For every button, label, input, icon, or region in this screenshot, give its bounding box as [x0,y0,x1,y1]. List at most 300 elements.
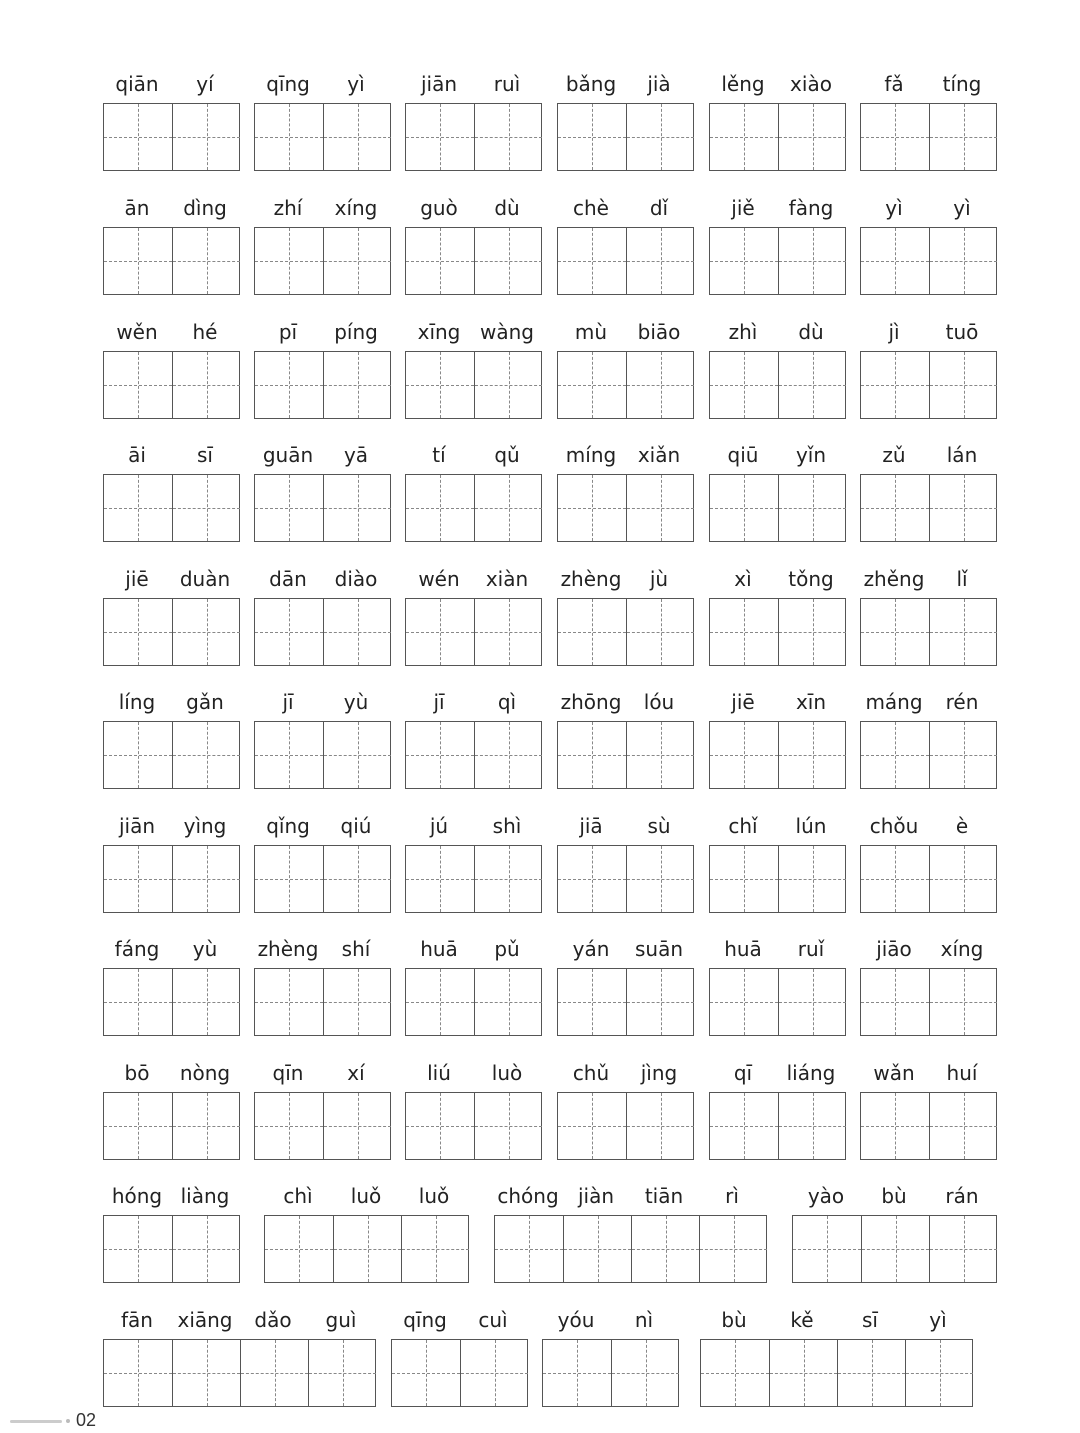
writing-cell[interactable] [406,475,474,541]
guide-line-horizontal [324,632,391,633]
writing-cell[interactable] [104,1093,172,1159]
writing-cell[interactable] [929,599,997,665]
writing-cell[interactable] [474,599,542,665]
word-item [542,1308,679,1408]
writing-cell[interactable] [929,104,997,170]
writing-cell[interactable] [406,228,474,294]
guide-line-horizontal [627,261,694,262]
writing-cell[interactable] [929,846,997,912]
writing-cell[interactable] [929,1216,997,1282]
writing-cell[interactable] [626,228,694,294]
guide-line-horizontal [861,879,929,880]
guide-line-horizontal [324,879,391,880]
word-item [860,72,997,172]
guide-line-horizontal [930,508,997,509]
writing-cell[interactable] [543,1340,611,1406]
writing-cell[interactable] [172,1093,240,1159]
writing-grid [391,1339,528,1407]
pinyin-label: sī [197,443,213,467]
writing-cell[interactable] [710,475,778,541]
word-item [709,814,846,914]
pinyin-label: kě [790,1308,814,1332]
guide-line-horizontal [627,385,694,386]
word-item [405,690,542,790]
writing-cell[interactable] [626,722,694,788]
guide-line-horizontal [104,137,172,138]
pinyin-label: guì [325,1308,357,1332]
guide-line-horizontal [564,1249,631,1250]
writing-cell[interactable] [104,228,172,294]
writing-cell[interactable] [626,104,694,170]
writing-cell[interactable] [323,969,391,1035]
pinyin-label: chǔ [572,1061,610,1085]
word-item [405,196,542,296]
writing-cell[interactable] [474,722,542,788]
guide-line-horizontal [324,137,391,138]
writing-cell[interactable] [474,1093,542,1159]
writing-grid [405,721,542,789]
writing-cell[interactable] [333,1216,401,1282]
pinyin-label: wěn [116,320,158,344]
writing-cell[interactable] [778,846,846,912]
writing-cell[interactable] [861,846,929,912]
writing-cell[interactable] [929,475,997,541]
pinyin-label: xíng [334,196,378,220]
writing-cell[interactable] [255,722,323,788]
writing-cell[interactable] [778,722,846,788]
word-item [103,937,240,1037]
guide-line-horizontal [402,1249,469,1250]
pinyin-label: jiā [579,814,603,838]
writing-cell[interactable] [474,846,542,912]
guide-line-horizontal [779,261,846,262]
guide-line-horizontal [475,879,542,880]
writing-cell[interactable] [474,104,542,170]
guide-line-horizontal [392,1373,460,1374]
pinyin-label: yán [572,937,610,961]
writing-cell[interactable] [861,969,929,1035]
writing-grid [103,968,240,1036]
guide-line-horizontal [627,1126,694,1127]
writing-cell[interactable] [323,228,391,294]
guide-line-horizontal [558,755,626,756]
writing-cell[interactable] [861,599,929,665]
writing-cell[interactable] [861,475,929,541]
writing-grid [103,598,240,666]
writing-grid [557,474,694,542]
writing-cell[interactable] [323,475,391,541]
word-item [405,814,542,914]
writing-cell[interactable] [323,599,391,665]
writing-cell[interactable] [172,475,240,541]
writing-cell[interactable] [104,1340,172,1406]
writing-cell[interactable] [172,352,240,418]
writing-grid [557,598,694,666]
pinyin-label: jiàn [577,1184,615,1208]
guide-line-horizontal [930,1249,997,1250]
page-number: 02 [76,1410,97,1430]
writing-cell[interactable] [406,104,474,170]
writing-cell[interactable] [710,599,778,665]
writing-cell[interactable] [323,1093,391,1159]
pinyin-label: yóu [557,1308,595,1332]
writing-cell[interactable] [631,1216,699,1282]
word-item [709,937,846,1037]
writing-cell[interactable] [255,352,323,418]
guide-line-horizontal [406,508,474,509]
writing-cell[interactable] [710,722,778,788]
writing-cell[interactable] [255,969,323,1035]
writing-cell[interactable] [172,104,240,170]
writing-cell[interactable] [563,1216,631,1282]
writing-cell[interactable] [929,1093,997,1159]
pinyin-label: xí [347,1061,365,1085]
guide-line-horizontal [173,1126,240,1127]
word-item [405,1061,542,1161]
guide-line-horizontal [241,1373,308,1374]
writing-grid [405,598,542,666]
writing-cell[interactable] [558,475,626,541]
writing-cell[interactable] [558,352,626,418]
guide-line-horizontal [406,1126,474,1127]
writing-grid [254,474,391,542]
word-item [103,320,240,420]
guide-line-horizontal [558,1002,626,1003]
word-item [860,196,997,296]
pinyin-label: shí [341,937,371,961]
writing-grid [860,598,997,666]
word-item [557,72,694,172]
guide-line-horizontal [406,632,474,633]
pinyin-label: āi [128,443,146,467]
pinyin-label: qiú [340,814,372,838]
writing-cell[interactable] [778,352,846,418]
writing-cell[interactable] [255,1093,323,1159]
writing-cell[interactable] [323,722,391,788]
pinyin-label: qī [733,1061,753,1085]
word-item [557,937,694,1037]
writing-cell[interactable] [323,352,391,418]
guide-line-horizontal [710,879,778,880]
writing-cell[interactable] [626,599,694,665]
writing-cell[interactable] [778,1093,846,1159]
writing-cell[interactable] [626,846,694,912]
writing-cell[interactable] [861,1093,929,1159]
guide-line-horizontal [173,1002,240,1003]
word-item [860,567,997,667]
writing-cell[interactable] [710,969,778,1035]
pinyin-label: zǔ [882,443,906,467]
guide-line-horizontal [255,261,323,262]
guide-line-horizontal [475,755,542,756]
guide-line-horizontal [173,632,240,633]
writing-cell[interactable] [104,722,172,788]
word-item [405,443,542,543]
guide-line-horizontal [779,879,846,880]
writing-cell[interactable] [255,104,323,170]
guide-line-horizontal [475,385,542,386]
writing-cell[interactable] [778,104,846,170]
writing-cell[interactable] [406,352,474,418]
writing-cell[interactable] [710,1093,778,1159]
writing-cell[interactable] [929,352,997,418]
writing-cell[interactable] [255,228,323,294]
word-item [254,196,391,296]
writing-cell[interactable] [710,352,778,418]
pinyin-label: zhèng [560,567,622,591]
pinyin-label: píng [334,320,378,344]
writing-cell[interactable] [611,1340,679,1406]
guide-line-horizontal [255,755,323,756]
writing-cell[interactable] [558,1093,626,1159]
pinyin-label: lěng [721,72,765,96]
writing-cell[interactable] [793,1216,861,1282]
writing-cell[interactable] [558,846,626,912]
pinyin-label: bǎng [565,72,617,96]
writing-cell[interactable] [778,969,846,1035]
guide-line-horizontal [930,261,997,262]
writing-cell[interactable] [626,969,694,1035]
pinyin-label: tuō [945,320,979,344]
writing-cell[interactable] [401,1216,469,1282]
pinyin-label: tíng [942,72,982,96]
writing-cell[interactable] [861,722,929,788]
writing-grid [860,1092,997,1160]
writing-cell[interactable] [626,352,694,418]
guide-line-horizontal [173,1249,240,1250]
writing-cell[interactable] [172,969,240,1035]
writing-cell[interactable] [778,228,846,294]
writing-cell[interactable] [558,722,626,788]
writing-cell[interactable] [929,722,997,788]
word-item [103,72,240,172]
pinyin-label: sù [647,814,671,838]
pinyin-label: rén [945,690,979,714]
writing-cell[interactable] [406,1093,474,1159]
writing-grid [709,103,846,171]
guide-line-horizontal [173,508,240,509]
writing-cell[interactable] [104,352,172,418]
word-item [557,196,694,296]
writing-cell[interactable] [905,1340,973,1406]
pinyin-label: huā [420,937,458,961]
writing-cell[interactable] [104,599,172,665]
writing-cell[interactable] [172,1216,240,1282]
writing-cell[interactable] [255,475,323,541]
word-item [254,320,391,420]
writing-cell[interactable] [929,969,997,1035]
guide-line-horizontal [710,1002,778,1003]
writing-cell[interactable] [104,104,172,170]
word-item [103,443,240,543]
guide-line-horizontal [558,1126,626,1127]
writing-grid [254,227,391,295]
guide-line-horizontal [104,261,172,262]
guide-line-horizontal [793,1249,861,1250]
word-item [103,690,240,790]
pinyin-label: fǎ [884,72,904,96]
writing-grid [709,1092,846,1160]
pinyin-label: xīn [795,690,827,714]
pinyin-label: jù [649,567,669,591]
writing-cell[interactable] [406,969,474,1035]
pinyin-label: qiū [727,443,759,467]
pinyin-label: yìng [183,814,227,838]
word-item [405,567,542,667]
writing-cell[interactable] [323,846,391,912]
pinyin-label: dù [798,320,824,344]
writing-cell[interactable] [558,969,626,1035]
writing-cell[interactable] [495,1216,563,1282]
pinyin-label: yì [929,1308,947,1332]
writing-cell[interactable] [172,599,240,665]
guide-line-horizontal [495,1249,563,1250]
writing-grid [557,1092,694,1160]
writing-cell[interactable] [778,475,846,541]
writing-grid [700,1339,973,1407]
writing-grid [254,721,391,789]
pinyin-label: gǎn [186,690,224,714]
writing-grid [860,968,997,1036]
guide-line-horizontal [861,1002,929,1003]
writing-cell[interactable] [861,104,929,170]
writing-cell[interactable] [172,1340,240,1406]
word-item [494,1184,767,1284]
guide-line-horizontal [406,385,474,386]
writing-grid [557,721,694,789]
writing-cell[interactable] [255,599,323,665]
pinyin-label: ruǐ [797,937,825,961]
pinyin-label: yā [343,443,369,467]
guide-line-horizontal [173,879,240,880]
writing-cell[interactable] [769,1340,837,1406]
writing-grid [557,103,694,171]
writing-cell[interactable] [626,1093,694,1159]
pinyin-label: yì [885,196,903,220]
word-item [254,814,391,914]
writing-cell[interactable] [240,1340,308,1406]
pinyin-label: rán [945,1184,979,1208]
writing-cell[interactable] [406,599,474,665]
pinyin-label: tǒng [788,567,834,591]
writing-cell[interactable] [255,846,323,912]
writing-cell[interactable] [837,1340,905,1406]
writing-grid [542,1339,679,1407]
writing-cell[interactable] [406,722,474,788]
writing-cell[interactable] [861,352,929,418]
writing-cell[interactable] [104,1216,172,1282]
writing-cell[interactable] [778,599,846,665]
writing-cell[interactable] [172,846,240,912]
writing-cell[interactable] [460,1340,528,1406]
writing-cell[interactable] [474,228,542,294]
writing-cell[interactable] [558,599,626,665]
pinyin-label: jià [647,72,671,96]
writing-cell[interactable] [626,475,694,541]
pinyin-label: yǐn [795,443,827,467]
pinyin-label: chì [283,1184,313,1208]
writing-cell[interactable] [474,475,542,541]
guide-line-horizontal [930,632,997,633]
writing-cell[interactable] [558,104,626,170]
guide-line-horizontal [627,508,694,509]
writing-cell[interactable] [701,1340,769,1406]
word-item [405,937,542,1037]
writing-cell[interactable] [172,228,240,294]
writing-grid [103,1215,240,1283]
word-item [103,567,240,667]
writing-cell[interactable] [710,104,778,170]
writing-cell[interactable] [929,228,997,294]
pinyin-label: xíng [940,937,984,961]
guide-line-horizontal [930,879,997,880]
guide-line-horizontal [104,508,172,509]
writing-cell[interactable] [406,846,474,912]
pinyin-label: hé [192,320,218,344]
writing-cell[interactable] [104,846,172,912]
writing-cell[interactable] [104,475,172,541]
pinyin-label: qǔ [494,443,520,467]
writing-grid [254,968,391,1036]
writing-grid [709,351,846,419]
word-item [254,443,391,543]
pinyin-label: duàn [179,567,231,591]
writing-cell[interactable] [558,228,626,294]
guide-line-horizontal [627,1002,694,1003]
writing-grid [860,351,997,419]
word-item [103,814,240,914]
word-item [860,937,997,1037]
writing-grid [405,968,542,1036]
writing-cell[interactable] [323,104,391,170]
writing-cell[interactable] [265,1216,333,1282]
writing-cell[interactable] [172,722,240,788]
guide-line-horizontal [861,1126,929,1127]
writing-cell[interactable] [861,1216,929,1282]
footer-decoration-dot [66,1419,70,1423]
writing-cell[interactable] [308,1340,376,1406]
word-item [860,814,997,914]
pinyin-label: chóng [497,1184,559,1208]
word-item [103,196,240,296]
pinyin-label: dān [269,567,307,591]
writing-cell[interactable] [392,1340,460,1406]
pinyin-label: lún [795,814,827,838]
writing-cell[interactable] [699,1216,767,1282]
writing-cell[interactable] [710,846,778,912]
guide-line-horizontal [710,1126,778,1127]
pinyin-label: sī [862,1308,878,1332]
guide-line-horizontal [862,1249,929,1250]
guide-line-horizontal [930,1126,997,1127]
writing-cell[interactable] [474,969,542,1035]
writing-cell[interactable] [710,228,778,294]
guide-line-horizontal [104,385,172,386]
writing-grid [405,474,542,542]
guide-line-horizontal [104,632,172,633]
guide-line-horizontal [265,1249,333,1250]
pinyin-label: luǒ [418,1184,450,1208]
writing-cell[interactable] [104,969,172,1035]
writing-cell[interactable] [474,352,542,418]
writing-grid [709,598,846,666]
guide-line-horizontal [627,632,694,633]
pinyin-label: dǐ [649,196,669,220]
pinyin-label: huí [946,1061,978,1085]
guide-line-horizontal [558,879,626,880]
writing-cell[interactable] [861,228,929,294]
guide-line-horizontal [779,1002,846,1003]
